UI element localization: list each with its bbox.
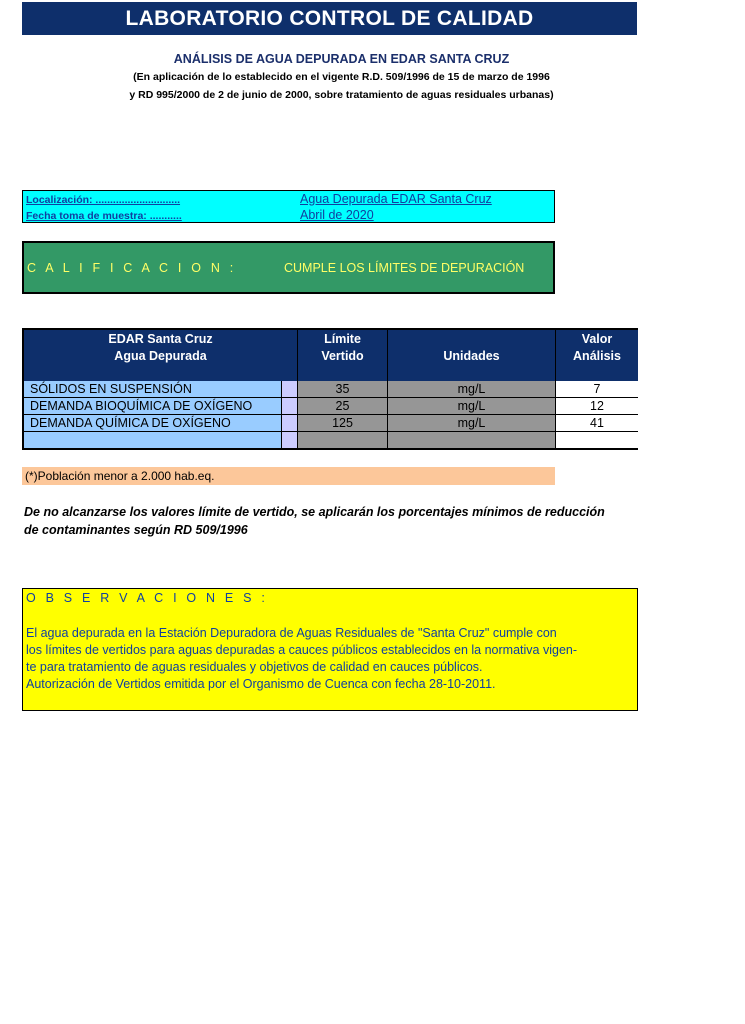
sample-date-label: Fecha toma de muestra: ........... bbox=[26, 210, 182, 222]
row-3-value: 41 bbox=[556, 415, 638, 432]
header-units bbox=[388, 330, 556, 381]
qualification-label: C A L I F I C A C I O N : bbox=[27, 261, 237, 275]
population-footnote: (*)Población menor a 2.000 hab.eq. bbox=[22, 467, 555, 485]
location-value[interactable]: Agua Depurada EDAR Santa Cruz bbox=[300, 192, 492, 206]
observations-line-1: El agua depurada en la Estación Depuradora de Aguas Residuales de "Santa Cruz" cumple con bbox=[26, 626, 557, 640]
row-1-parameter: SÓLIDOS EN SUSPENSIÓN bbox=[24, 381, 282, 398]
row-3-spacer bbox=[282, 415, 298, 432]
row-4-limit-empty bbox=[298, 432, 388, 448]
observations-title: O B S E R V A C I O N E S : bbox=[26, 591, 269, 605]
header-parameter-line-1: EDAR Santa Cruz bbox=[108, 332, 213, 346]
row-2-spacer bbox=[282, 398, 298, 415]
row-3-limit: 125 bbox=[298, 415, 388, 432]
row-3-units: mg/L bbox=[388, 415, 556, 432]
legal-reference-line-2: y RD 995/2000 de 2 de junio de 2000, sobre tratamiento de aguas residuales urbanas) bbox=[129, 89, 554, 101]
row-1-value: 7 bbox=[556, 381, 638, 398]
row-2-value: 12 bbox=[556, 398, 638, 415]
header-value-line-2: Análisis bbox=[573, 349, 621, 363]
observations-line-2: los límites de vertidos para aguas depuradas a cauces públicos establecidos en la normativa vigen- bbox=[26, 643, 578, 657]
header-limit-line-2: Vertido bbox=[321, 349, 364, 363]
header-parameter bbox=[24, 330, 298, 381]
row-4-value-empty bbox=[556, 432, 638, 448]
header-parameter-line-2: Agua Depurada bbox=[114, 349, 207, 363]
observations-box bbox=[22, 588, 638, 711]
row-4-spacer bbox=[282, 432, 298, 448]
legal-reference-line-1: (En aplicación de lo establecido en el vigente R.D. 509/1996 de 15 de marzo de 1996 bbox=[133, 71, 550, 83]
row-1-limit: 35 bbox=[298, 381, 388, 398]
observations-line-3: te para tratamiento de aguas residuales y objetivos de calidad en cauces públicos. bbox=[26, 660, 483, 674]
header-limit bbox=[298, 330, 388, 381]
reduction-note-line-1: De no alcanzarse los valores límite de vertido, se aplicarán los porcentajes mínimos de reducción bbox=[24, 505, 605, 519]
row-1-units: mg/L bbox=[388, 381, 556, 398]
row-1-spacer bbox=[282, 381, 298, 398]
qualification-box bbox=[22, 241, 555, 294]
row-2-units: mg/L bbox=[388, 398, 556, 415]
row-4-parameter-empty bbox=[24, 432, 282, 448]
row-3-parameter: DEMANDA QUÍMICA DE OXÍGENO bbox=[24, 415, 282, 432]
row-2-limit: 25 bbox=[298, 398, 388, 415]
header-limit-line-1: Límite bbox=[324, 332, 361, 346]
reduction-note bbox=[24, 503, 664, 539]
header-value-line-1: Valor bbox=[581, 332, 613, 346]
sample-info-box bbox=[22, 190, 555, 223]
row-4-units-empty bbox=[388, 432, 556, 448]
header-value bbox=[556, 330, 638, 381]
sample-date-value[interactable]: Abril de 2020 bbox=[300, 208, 374, 222]
results-table bbox=[22, 328, 638, 450]
report-title: LABORATORIO CONTROL DE CALIDAD bbox=[22, 2, 637, 35]
observations-line-4: Autorización de Vertidos emitida por el Organismo de Cuenca con fecha 28-10-2011. bbox=[26, 677, 496, 691]
report-subtitle: ANÁLISIS DE AGUA DEPURADA EN EDAR SANTA CRUZ bbox=[173, 52, 510, 66]
row-2-parameter: DEMANDA BIOQUÍMICA DE OXÍGENO bbox=[24, 398, 282, 415]
qualification-value: CUMPLE LOS LÍMITES DE DEPURACIÓN bbox=[284, 261, 525, 275]
header-units-label: Unidades bbox=[443, 349, 500, 363]
reduction-note-line-2: de contaminantes según RD 509/1996 bbox=[24, 523, 248, 537]
location-label: Localización: ............................. bbox=[26, 194, 181, 206]
